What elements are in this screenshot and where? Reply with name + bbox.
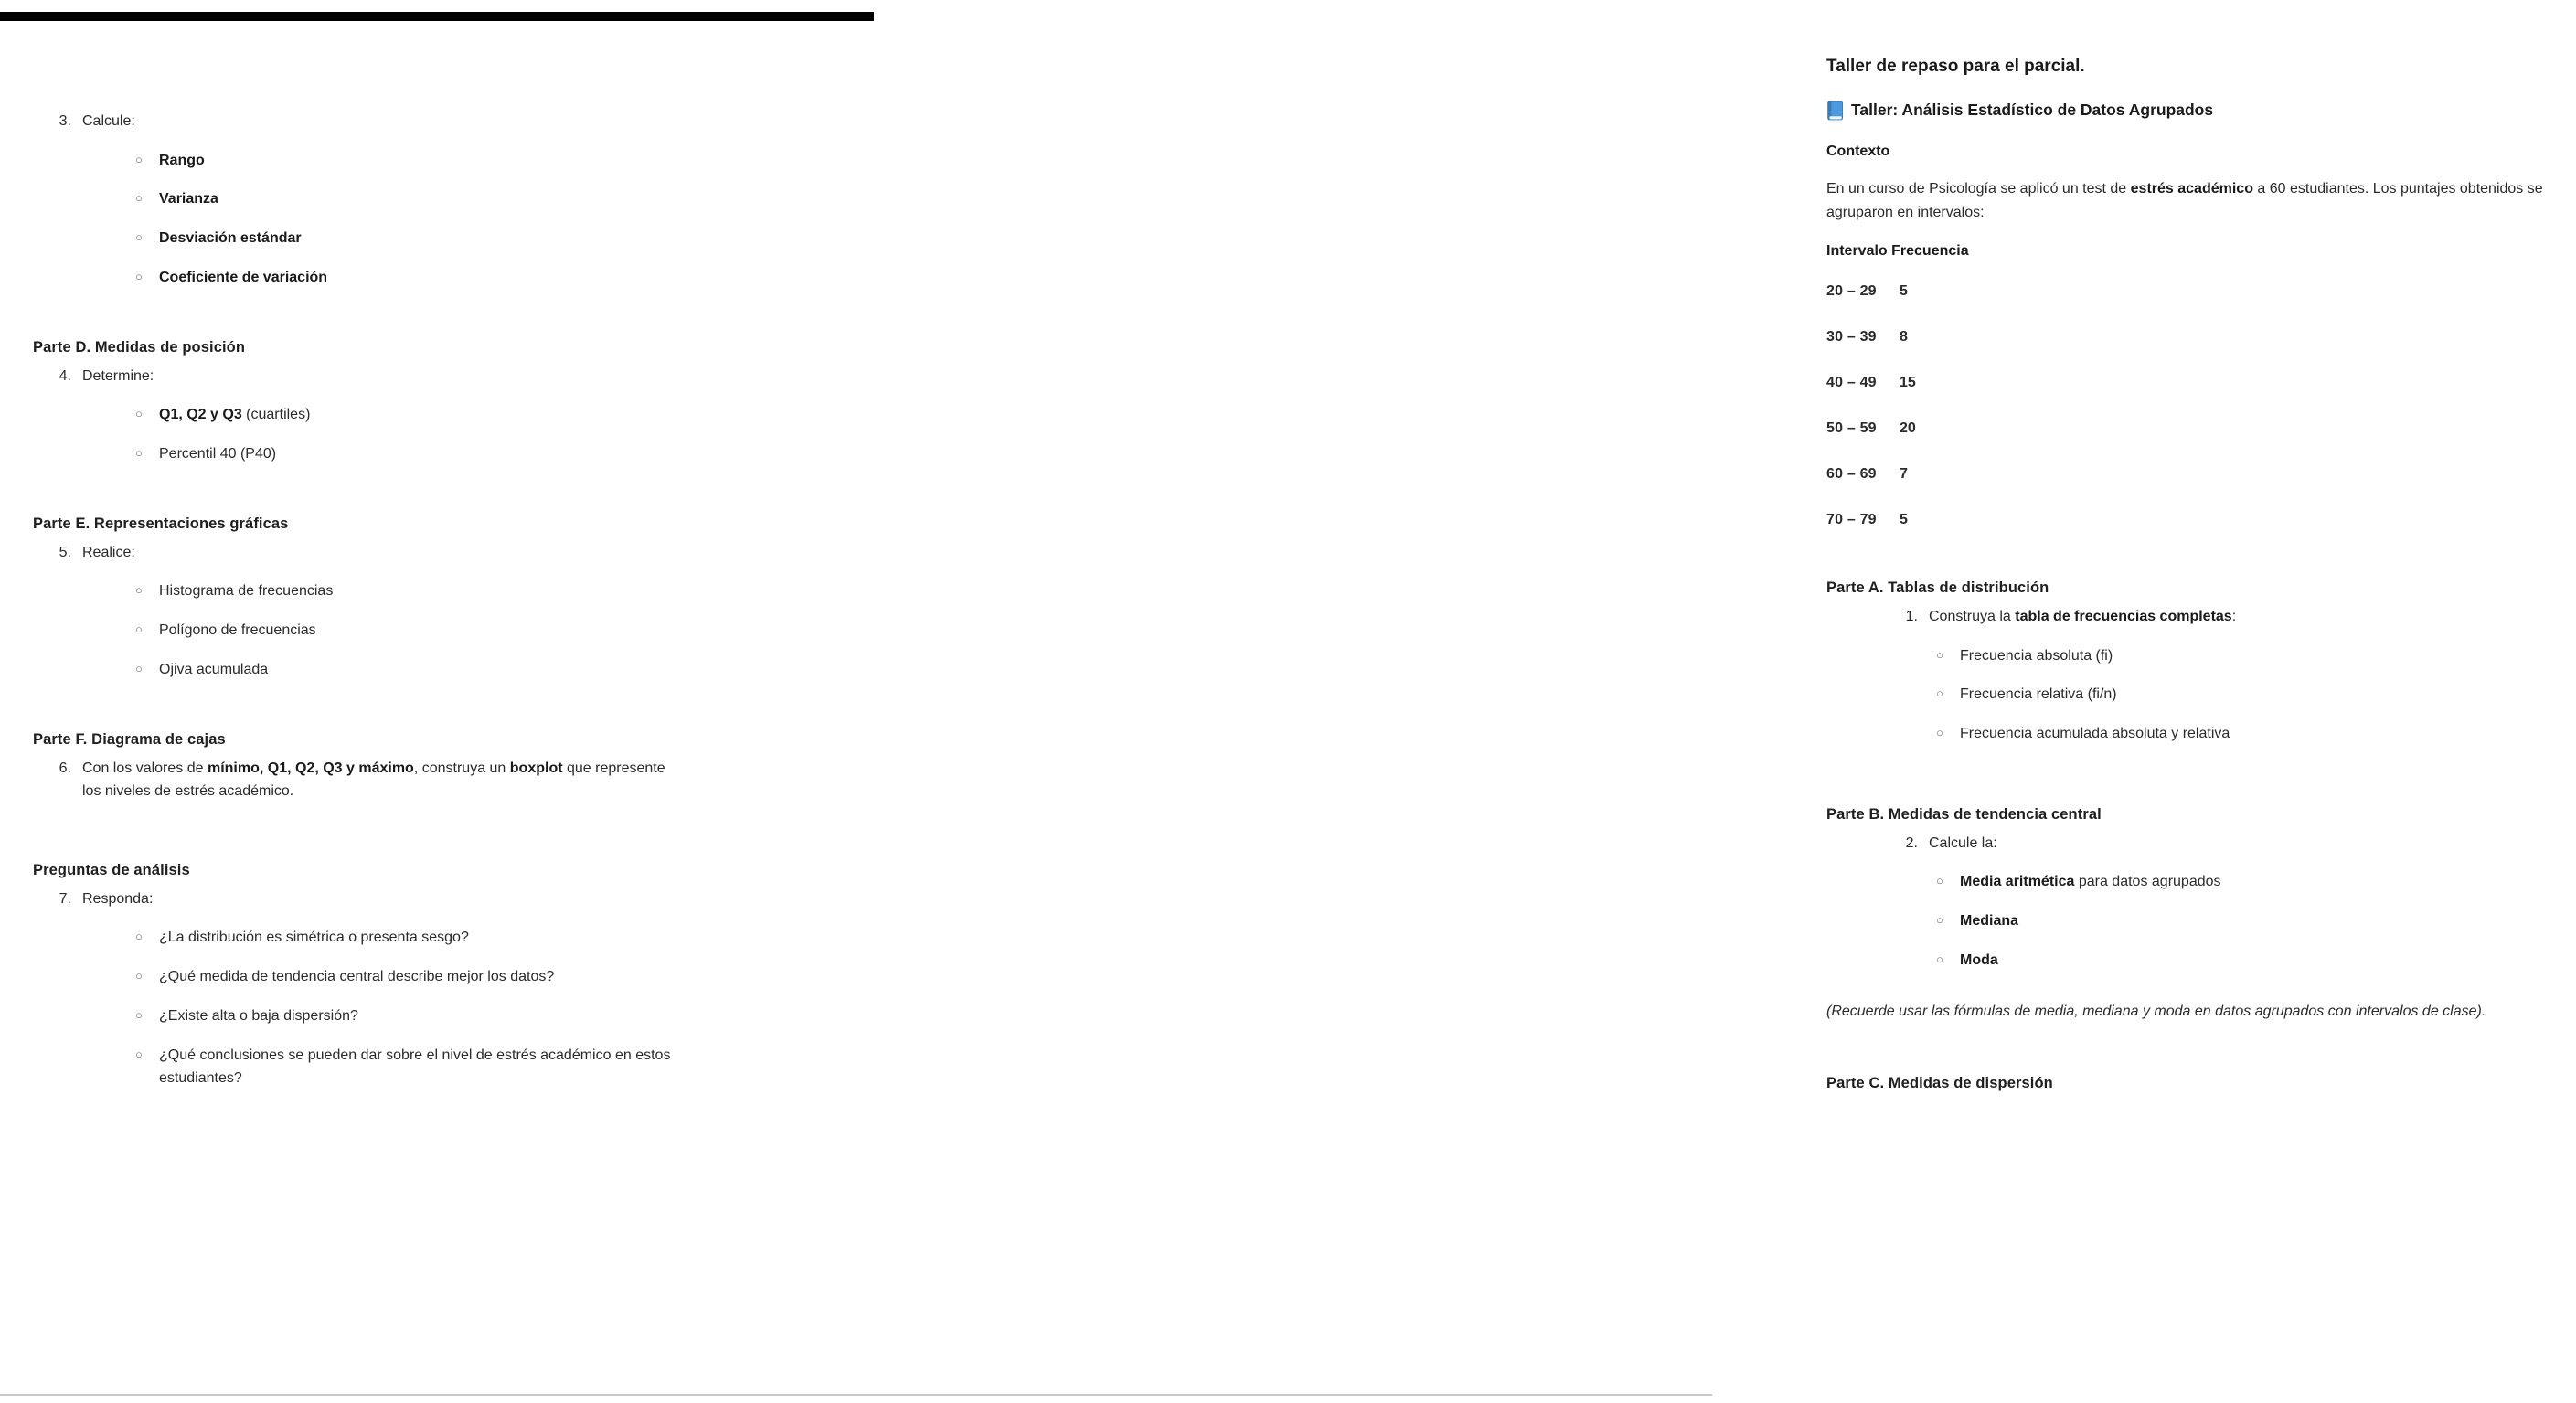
- bullet-text: Polígono de frecuencias: [159, 622, 316, 639]
- text-e: que represente los niveles de estrés académico.: [82, 760, 665, 800]
- frequency-cell: 5: [1900, 512, 1908, 528]
- list-item: [135, 966, 673, 989]
- text-c: :: [2231, 608, 2237, 624]
- frequency-cell: 8: [1900, 329, 1908, 345]
- interval-cell: 40 – 49: [1826, 375, 1877, 391]
- bullet-text: [1960, 950, 2576, 973]
- bullet-text: [159, 267, 673, 290]
- frequency-cell: 20: [1900, 420, 1916, 437]
- section-heading-parte-a: Parte A. Tablas de distribución: [1826, 579, 2049, 597]
- circle-bullet-icon: ○: [135, 1008, 143, 1023]
- bullet-text: [159, 228, 673, 250]
- top-black-rule: [0, 12, 874, 21]
- right-column-content: [1826, 55, 2576, 1100]
- table-header: Intervalo Frecuencia: [1826, 243, 1969, 260]
- bullet-rest: para datos agrupados: [2074, 874, 2221, 890]
- list-item-2: [1879, 832, 2576, 856]
- bullet-text: [1960, 910, 2576, 933]
- list-number: 3.: [59, 113, 71, 129]
- circle-bullet-icon: ○: [135, 622, 143, 637]
- section-heading-parte-d: Parte D. Medidas de posición: [33, 338, 246, 356]
- text-a: Con los valores de: [82, 760, 208, 776]
- bullet-text: ¿Existe alta o baja dispersión?: [159, 1008, 358, 1025]
- list-item: [135, 150, 673, 173]
- list-number: 2.: [1905, 834, 1918, 851]
- bullet-text: Frecuencia acumulada absoluta y relativa: [1960, 726, 2230, 742]
- bullet-text: [159, 188, 673, 211]
- circle-bullet-icon: ○: [135, 230, 143, 245]
- list-label: Determine:: [82, 367, 154, 384]
- bottom-divider: [0, 1394, 1712, 1396]
- bullet-list-parte-d: [135, 404, 673, 466]
- circle-bullet-icon: ○: [1936, 686, 1943, 701]
- list-item: [135, 443, 673, 466]
- list-item: [135, 927, 673, 950]
- text-bold-d: boxplot: [509, 760, 563, 776]
- list-item-4: [33, 365, 673, 388]
- list-item: [1936, 871, 2576, 894]
- bullet-list-preguntas: [135, 927, 673, 1089]
- interval-cell: 20 – 29: [1826, 283, 1877, 300]
- list-label: Calcule la:: [1929, 834, 1997, 851]
- circle-bullet-icon: ○: [1936, 647, 1943, 662]
- list-item: [1936, 645, 2576, 668]
- list-item: [135, 659, 673, 682]
- table-row: [1826, 466, 2576, 483]
- list-item-3: [33, 110, 673, 133]
- list-number: 5.: [59, 544, 71, 560]
- section-heading-parte-e: Parte E. Representaciones gráficas: [33, 515, 289, 532]
- bullet-list-parte-e: [135, 580, 673, 681]
- circle-bullet-icon: ○: [135, 191, 143, 206]
- list-item-5: [33, 541, 673, 565]
- bullet-rest: (cuartiles): [241, 407, 311, 423]
- bullet-bold: Coeficiente de variación: [159, 269, 328, 285]
- text-bold-b: tabla de frecuencias completas: [2015, 608, 2232, 624]
- bullet-bold: Q1, Q2 y Q3: [159, 407, 242, 423]
- list-item: [1936, 684, 2576, 707]
- bullet-text: ¿Qué medida de tendencia central describe mejor los datos?: [159, 969, 555, 985]
- circle-bullet-icon: ○: [135, 446, 143, 461]
- formula-note: (Recuerde usar las fórmulas de media, mediana y moda en datos agrupados con intervalos de clase).: [1826, 1003, 2486, 1019]
- contexto-bold: estrés académico: [2130, 181, 2253, 197]
- list-label: Calcule:: [82, 113, 135, 129]
- circle-bullet-icon: ○: [135, 583, 143, 598]
- interval-cell: 50 – 59: [1826, 420, 1877, 437]
- list-item: [135, 580, 673, 603]
- interval-cell: 70 – 79: [1826, 512, 1877, 528]
- list-number: 7.: [59, 890, 71, 907]
- left-column-content: [33, 110, 673, 1106]
- bullet-text: Frecuencia absoluta (fi): [1960, 647, 2113, 664]
- page-right: [880, 0, 2543, 1403]
- frequency-cell: 7: [1900, 466, 1908, 483]
- table-row: [1826, 420, 2576, 437]
- list-number: 1.: [1905, 608, 1918, 624]
- list-number: 6.: [59, 760, 71, 776]
- bullet-list-item3: [135, 150, 673, 290]
- list-number: 4.: [59, 367, 71, 384]
- bullet-text: [159, 443, 673, 466]
- circle-bullet-icon: ○: [135, 152, 143, 166]
- bullet-bold: Media aritmética: [1960, 874, 2075, 890]
- table-row: [1826, 512, 2576, 528]
- circle-bullet-icon: ○: [135, 269, 143, 283]
- page-title: Taller de repaso para el parcial.: [1826, 57, 2085, 76]
- table-row: [1826, 375, 2576, 391]
- circle-bullet-icon: ○: [1936, 913, 1943, 928]
- bullet-text: [159, 404, 673, 427]
- bullet-list-parte-a: [1936, 645, 2576, 746]
- list-label: Responda:: [82, 890, 154, 907]
- list-item: [135, 620, 673, 643]
- bullet-text: ¿Qué conclusiones se pueden dar sobre el nivel de estrés académico en estos estudiantes?: [159, 1047, 671, 1086]
- circle-bullet-icon: ○: [1936, 874, 1943, 888]
- bullet-bold: Mediana: [1960, 913, 2019, 930]
- bullet-text: Histograma de frecuencias: [159, 583, 334, 600]
- list-item: [135, 1005, 673, 1028]
- list-label: Realice:: [82, 544, 135, 560]
- bullet-text: [159, 150, 673, 173]
- list-item: [1936, 910, 2576, 933]
- frequency-cell: 15: [1900, 375, 1916, 391]
- table-row: [1826, 329, 2576, 345]
- section-heading-preguntas: Preguntas de análisis: [33, 861, 190, 878]
- heading-contexto: Contexto: [1826, 143, 1890, 160]
- bullet-rest: Percentil 40 (P40): [159, 446, 277, 462]
- circle-bullet-icon: ○: [1936, 726, 1943, 740]
- table-row: [1826, 283, 2576, 300]
- subtitle-row: [1826, 100, 2576, 122]
- contexto-text-a: En un curso de Psicología se aplicó un test de: [1826, 181, 2131, 197]
- circle-bullet-icon: ○: [1936, 952, 1943, 967]
- text-bold-b: mínimo, Q1, Q2, Q3 y máximo: [207, 760, 414, 776]
- list-item: [135, 267, 673, 290]
- bullet-bold: Moda: [1960, 952, 1998, 969]
- list-item: [135, 1045, 673, 1090]
- interval-cell: 60 – 69: [1826, 466, 1877, 483]
- section-heading-parte-b: Parte B. Medidas de tendencia central: [1826, 805, 2102, 823]
- circle-bullet-icon: ○: [135, 969, 143, 983]
- subtitle-text: Taller: Análisis Estadístico de Datos Agrupados: [1851, 100, 2214, 119]
- contexto-text-b: a 60 estudiantes. Los puntajes obtenidos se agruparon en intervalos:: [1826, 181, 2543, 221]
- frequency-table: [1826, 243, 2576, 528]
- interval-cell: 30 – 39: [1826, 329, 1877, 345]
- list-paragraph: [82, 757, 673, 803]
- blue-book-icon: [1826, 101, 1845, 121]
- frequency-cell: 5: [1900, 283, 1908, 300]
- list-item: [135, 404, 673, 427]
- circle-bullet-icon: ○: [135, 407, 143, 421]
- contexto-paragraph: [1826, 177, 2576, 225]
- bullet-text: Ojiva acumulada: [159, 662, 269, 677]
- list-paragraph: [1929, 605, 2576, 629]
- list-item-1: [1879, 605, 2576, 629]
- list-item-7: [33, 888, 673, 911]
- bullet-text: [1960, 871, 2576, 894]
- list-item-6: [33, 757, 673, 803]
- circle-bullet-icon: ○: [135, 662, 143, 675]
- list-item: [135, 228, 673, 250]
- text-c: , construya un: [413, 760, 510, 776]
- section-heading-parte-c: Parte C. Medidas de dispersión: [1826, 1074, 2053, 1091]
- bullet-bold: Varianza: [159, 191, 218, 207]
- page-left: [0, 0, 880, 1403]
- bullet-text: ¿La distribución es simétrica o presenta sesgo?: [159, 930, 469, 946]
- text-a: Construya la: [1929, 608, 2016, 624]
- bullet-bold: Desviación estándar: [159, 230, 302, 247]
- circle-bullet-icon: ○: [135, 930, 143, 944]
- section-heading-parte-f: Parte F. Diagrama de cajas: [33, 730, 226, 748]
- list-item: [1936, 950, 2576, 973]
- bullet-list-parte-b: [1936, 871, 2576, 972]
- bullet-text: Frecuencia relativa (fi/n): [1960, 686, 2117, 703]
- bullet-bold: Rango: [159, 152, 205, 168]
- list-item: [1936, 723, 2576, 746]
- list-item: [135, 188, 673, 211]
- circle-bullet-icon: ○: [135, 1047, 143, 1061]
